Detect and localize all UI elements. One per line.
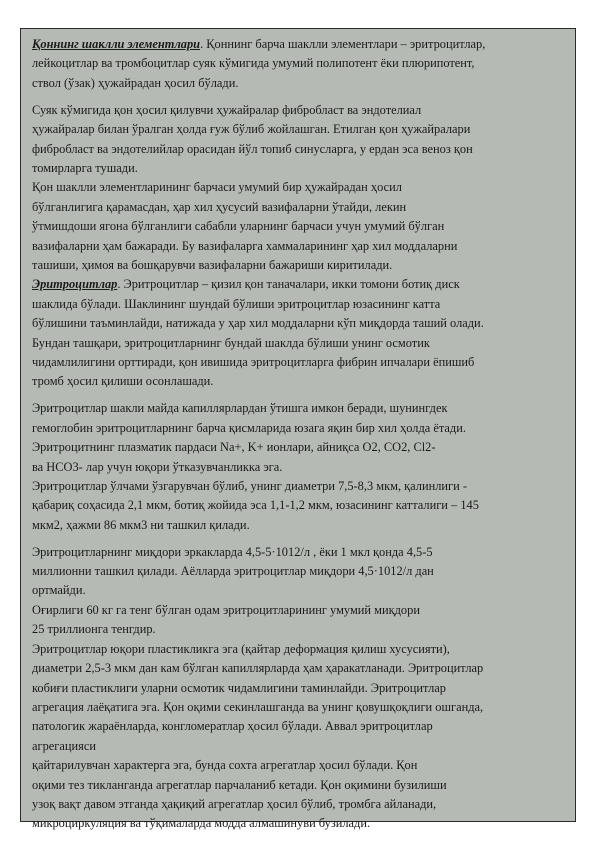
line-text: бўлганлигига қарамасдан, ҳар хил ҳусусий вазифаларни ўтайди, лекин: [32, 199, 407, 214]
text-line: [32, 698, 567, 717]
line-text: томирларга тушади.: [32, 160, 138, 175]
text-line: [32, 814, 567, 833]
line-text: агрегацияси: [32, 738, 96, 753]
line-text: агрегация лаёқатига эга. Қон оқими секинлашганда ва унинг қовушқоқлиги ошганда,: [32, 699, 484, 714]
line-text: ҳужайралар билан ўралган ҳолда ғуж бўлиб жойлашган. Етилган қон ҳужайралари: [32, 122, 471, 137]
line-text: узоқ вақт давом этганда ҳақиқий агрегатлар ҳосил бўлиб, тромбга айланади,: [32, 796, 437, 811]
line-text: Бундан ташқари, эритроцитларнинг бундай шаклда бўлиши унинг осмотик: [32, 335, 430, 350]
text-line: [32, 334, 567, 353]
text-line: [32, 372, 567, 391]
line-text: ва HCO3- лар учун юқори ўтказувчанликка эга.: [32, 459, 283, 474]
term-heading: Қоннинг шаклли элементлари: [32, 37, 201, 51]
text-line: [32, 620, 567, 639]
paragraph-gap: [32, 93, 567, 101]
line-text: оқими тез тикланганда агрегатлар парчаланиб кетади. Қон оқимини бузилиши: [32, 777, 447, 792]
paragraph: [32, 35, 567, 93]
line-text: Эритроцитлар ўлчами ўзгарувчан бўлиб, унинг диаметри 7,5-8,3 мкм, қалинлиги -: [32, 478, 467, 493]
line-text: ташиши, ҳимоя ва бошқарувчи вазифаларни бажариши киритилади.: [32, 257, 393, 272]
line-text: миллионни ташкил қилади. Аёлларда эритроцитлар миқдори 4,5·1012/л дан: [32, 564, 434, 579]
line-text: чидамлилигини орттиради, қон ивишида эритроцитларга фибрин ипчалари ёпишиб: [32, 355, 475, 369]
line-text: кобиғи пластиклиги уларни осмотик чидамлигини таминлайди. Эритроцитлар: [32, 680, 446, 695]
text-line: [32, 54, 567, 73]
text-line: [32, 543, 567, 562]
text-line: [32, 353, 567, 372]
text-line: [32, 717, 567, 736]
text-line: [32, 74, 567, 93]
text-line: [32, 256, 567, 275]
text-line: [32, 217, 567, 236]
line-text: 25 триллионга тенгдир.: [32, 622, 156, 637]
text-line: [32, 237, 567, 256]
text-line: [32, 458, 567, 477]
paragraph-gap: [32, 392, 567, 400]
line-text: қайтарилувчан характерга эга, бунда сохта агрегатлар ҳосил бўлади. Қон: [32, 758, 418, 773]
line-text: шаклида бўлади. Шаклининг шундай бўлиши эритроцитлар юзасининг катта: [32, 296, 441, 311]
text-line: [32, 295, 567, 314]
paragraph: [32, 101, 567, 276]
paragraph: [32, 275, 567, 391]
text-line: [32, 795, 567, 814]
term-heading: Эритроцитлар: [32, 277, 118, 292]
line-text: . Эритроцитлар – қизил қон таначалари, икки томони ботиқ диск: [117, 277, 460, 292]
text-line: [32, 640, 567, 659]
line-text: қабариқ соҳасида 2,1 мкм, ботиқ жойида эса 1,1-1,2 мкм, юзасининг катталиги – 145: [32, 498, 479, 513]
line-text: лейкоцитлар ва тромбоцитлар суяк кўмигида умумий полипотент ёки плюрипотент,: [32, 56, 475, 71]
text-line: [32, 419, 567, 438]
line-text: тромб ҳосил қилиши осонлашади.: [32, 374, 214, 389]
line-text: Оғирлиги 60 кг га тенг бўлган одам эритроцитларининг умумий миқдори: [32, 602, 420, 617]
text-line: [32, 140, 567, 159]
text-line: [32, 756, 567, 775]
line-text: вазифаларни ҳам бажаради. Бу вазифаларга хаммаларининг ҳар хил моддаларни: [32, 238, 458, 253]
text-line: [32, 120, 567, 139]
line-text: Қон шаклли элементларининг барчаси умумий бир ҳужайрадан ҳосил: [32, 180, 402, 195]
line-text: фибробласт ва эндотелийлар орасидан йўл топиб синусларга, у ердан эса веноз қон: [32, 141, 473, 156]
line-text: Эритроцитлар юқори пластикликга эга (қайтар деформация қилиш хусусияти),: [32, 641, 450, 656]
line-text: патологик жараёнларда, конгломератлар ҳосил бўлади. Аввал эритроцитлар: [32, 719, 433, 734]
line-text: микроциркуляция ва тўқималарда модда алмашинуви бузилади.: [32, 816, 371, 831]
text-line: [32, 35, 567, 54]
line-text: Эритроцитларнинг миқдори эркакларда 4,5-5·1012/л , ёки 1 мкл қонда 4,5-5: [32, 544, 433, 559]
paragraph: [32, 399, 567, 535]
text-line: [32, 438, 567, 457]
text-line: [32, 314, 567, 333]
text-line: [32, 776, 567, 795]
text-line: [32, 101, 567, 120]
text-line: [32, 737, 567, 756]
text-line: [32, 679, 567, 698]
paragraph: [32, 543, 567, 834]
line-text: мкм2, ҳажми 86 мкм3 ни ташкил қилади.: [32, 517, 250, 532]
line-text: бўлишини таъминлайди, натижада у ҳар хил моддаларни кўп миқдорда таший олади.: [32, 316, 484, 331]
text-line: [32, 562, 567, 581]
line-text: ўтмишдоши ягона бўлганлиги сабабли уларнинг барчаси учун умумий бўлган: [32, 219, 445, 234]
line-text: Эритроцитнинг плазматик пардаси Na+, K+ ионлари, айниқса O2, CO2, Cl2-: [32, 440, 436, 455]
line-text: . Қоннинг барча шаклли элементлари – эритроцитлар,: [200, 37, 486, 51]
text-line: [32, 159, 567, 178]
line-text: Суяк кўмигида қон ҳосил қилувчи ҳужайралар фибробласт ва эндотелиал: [32, 102, 422, 117]
line-text: ортмайди.: [32, 583, 86, 598]
text-line: [32, 601, 567, 620]
document-page: [20, 28, 576, 831]
text-line: [32, 477, 567, 496]
line-text: гемоглобин эритроцитларнинг барча қисмларида юзага яқин бир хил ҳолда ётади.: [32, 420, 466, 435]
text-line: [32, 399, 567, 418]
text-line: [32, 581, 567, 600]
text-line: [32, 198, 567, 217]
text-line: [32, 178, 567, 197]
text-line: [32, 659, 567, 678]
text-line: [32, 275, 567, 294]
line-text: диаметри 2,5-3 мкм дан кам бўлган капиллярларда ҳам ҳаракатланади. Эритроцитлар: [32, 661, 484, 676]
line-text: ствол (ўзак) ҳужайрадан ҳосил бўлади.: [32, 75, 239, 90]
paragraph-gap: [32, 535, 567, 543]
text-line: [32, 496, 567, 515]
line-text: Эритроцитлар шакли майда капиллярлардан ўтишга имкон беради, шунингдек: [32, 401, 448, 416]
text-line: [32, 516, 567, 535]
